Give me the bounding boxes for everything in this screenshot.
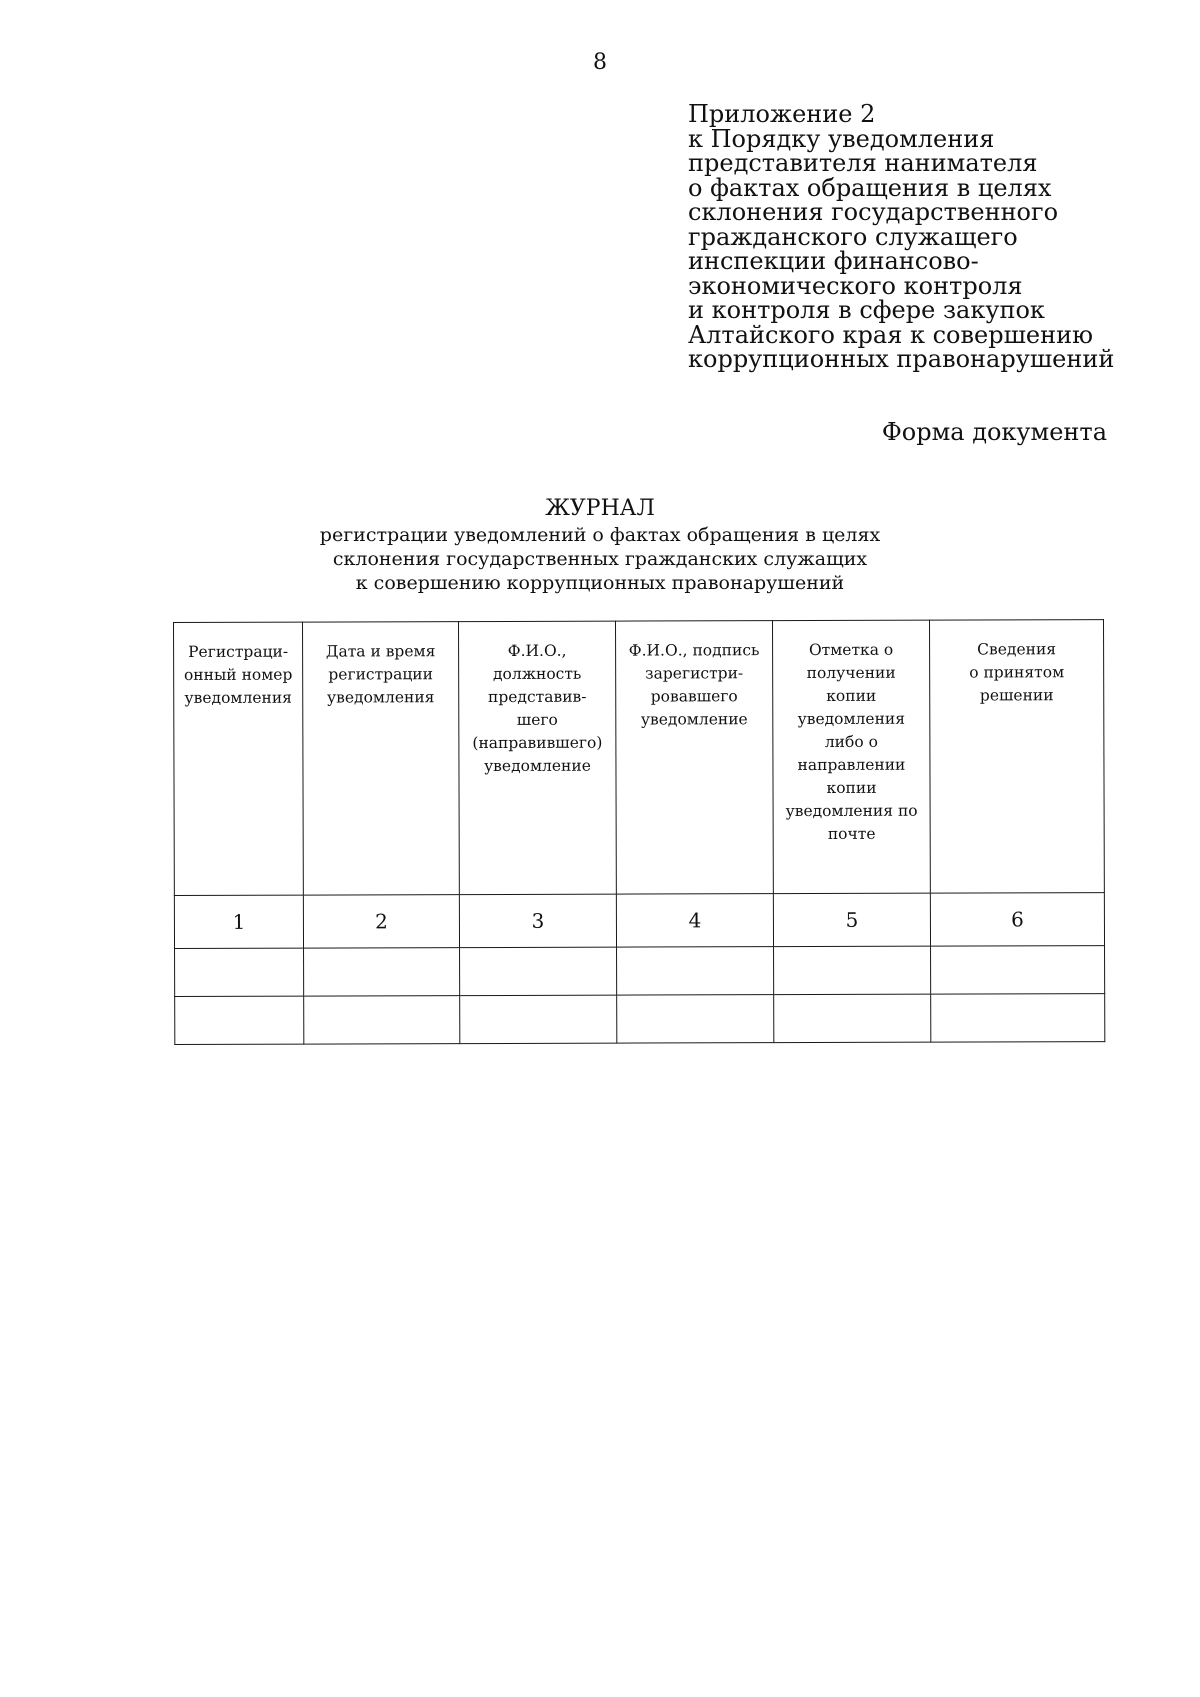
table-header-row — [174, 620, 1105, 896]
table-cell — [460, 995, 617, 1043]
table-cell — [304, 948, 460, 996]
table-cell — [774, 946, 931, 994]
appendix-line: Алтайского края к совершению — [688, 320, 1093, 349]
table-cell — [175, 948, 304, 996]
table-row — [175, 994, 1105, 1045]
table-cell — [931, 946, 1105, 995]
column-header-copy-note: Отметка о получении копии уведомления либо о направлении копии уведомления по почте — [772, 620, 930, 893]
column-number: 3 — [459, 894, 616, 947]
appendix-line: инспекции финансово- — [688, 247, 979, 275]
column-header-registrar: Ф.И.О., подпись зарегистри- ровавшего уведомление — [615, 621, 773, 894]
appendix-line: к Порядку уведомления — [688, 124, 995, 153]
journal-subtitle — [0, 523, 1200, 595]
journal-subtitle-line: регистрации уведомлений о фактах обращения в целях — [319, 524, 881, 546]
table-number-row — [174, 893, 1104, 949]
appendix-line: Приложение 2 — [688, 100, 876, 128]
column-number: 4 — [616, 894, 773, 947]
column-header-registration-number: Регистраци- онный номер уведомления — [174, 622, 304, 895]
table-cell — [617, 947, 774, 995]
column-number: 5 — [773, 893, 930, 946]
journal-table — [173, 619, 1105, 1045]
table-cell — [931, 994, 1105, 1043]
appendix-line: гражданского служащего — [688, 222, 1018, 251]
journal-subtitle-line: склонения государственных гражданских служащих — [332, 548, 868, 570]
journal-title: ЖУРНАЛ — [545, 496, 655, 521]
appendix-line: склонения государственного — [688, 198, 1059, 226]
appendix-line: представителя нанимателя — [688, 149, 1038, 177]
appendix-line: коррупционных правонарушений — [688, 345, 1115, 373]
column-header-registration-datetime: Дата и время регистрации уведомления — [303, 622, 460, 895]
table-cell — [617, 995, 774, 1043]
appendix-line: о фактах обращения в целях — [688, 173, 1052, 202]
table-cell — [175, 996, 304, 1044]
table-row — [175, 946, 1105, 997]
appendix-line: и контроля в сфере закупок — [688, 296, 1045, 324]
form-label: Форма документа — [881, 418, 1107, 446]
column-number: 2 — [303, 895, 459, 948]
table-cell — [460, 947, 617, 995]
column-header-decision: Сведения о принятом решении — [929, 620, 1104, 894]
table-cell — [304, 996, 460, 1044]
appendix-line: экономического контроля — [688, 271, 1023, 300]
table-cell — [774, 994, 931, 1042]
column-number: 1 — [174, 895, 303, 948]
journal-subtitle-line: к совершению коррупционных правонарушений — [355, 572, 845, 594]
appendix-note — [688, 102, 1148, 372]
column-header-submitter: Ф.И.О., должность представив- шего (направившего) уведомление — [459, 621, 617, 894]
column-number: 6 — [930, 893, 1104, 947]
page-number: 8 — [593, 50, 607, 75]
